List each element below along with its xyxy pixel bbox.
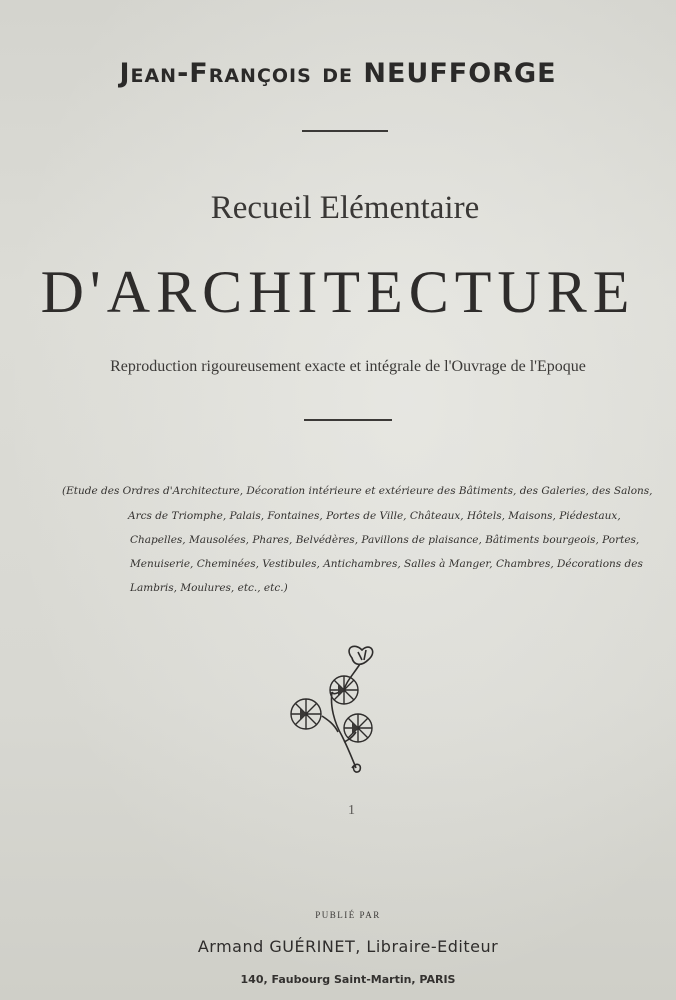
floral-vignette-icon [282,636,392,776]
divider-rule [304,419,392,421]
publisher-address: 140, Faubourg Saint-Martin, PARIS [240,973,456,986]
description-line: Chapelles, Mausolées, Phares, Belvédères, Pavillons de plaisance, Bâtiments bourgeois, Portes, [130,534,640,546]
description-line: (Etude des Ordres d'Architecture, Décoration intérieure et extérieure des Bâtiments, des Galeries, des Salons, [62,485,653,497]
reproduction-note: Reproduction rigoureusement exacte et intégrale de l'Ouvrage de l'Epoque [110,358,586,375]
subtitle: Recueil Elémentaire [210,190,480,226]
handwritten-mark: 1 [348,803,355,818]
divider-rule [302,130,388,132]
author-name: Jean-François de NEUFFORGE [119,58,557,89]
description-line: Lambris, Moulures, etc., etc.) [130,582,288,594]
publisher-name: Armand GUÉRINET, Libraire-Editeur [197,937,499,956]
main-title: D'ARCHITECTURE [40,259,636,325]
publisher-label: PUBLIÉ PAR [315,910,381,920]
description-line: Menuiserie, Cheminées, Vestibules, Antichambres, Salles à Manger, Chambres, Décorations des [130,558,643,570]
description-line: Arcs de Triomphe, Palais, Fontaines, Portes de Ville, Châteaux, Hôtels, Maisons, Piédestaux, [128,510,621,522]
